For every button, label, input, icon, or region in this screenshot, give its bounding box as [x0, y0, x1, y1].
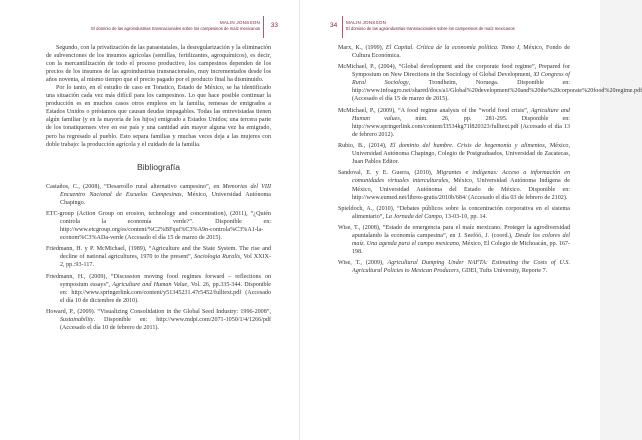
reference-list [338, 44, 642, 276]
header-title: El dominio de las agroindustrias transnacionales sobre los campesinos de maíz mexicanos [346, 26, 515, 31]
reference-item: ETC-group (Action Group on erosion, technology and concentration), (2011), “¿Quién controla la economía verde?”. Disponible en: http://www.etcgroup.org/es/content/%C2%BFqui%C3%A9n-controla%C3%A1-la-econom%C3%ADa-verde (Accesado el día 15 de marzo de 2015). [46, 210, 271, 242]
header-title: El dominio de las agroindustrias transnacionales sobre los campesinos de maíz mexicanos [91, 26, 260, 31]
reference-list [46, 183, 271, 333]
running-header [346, 20, 515, 31]
reference-item: Howard, P., (2009). “Visualizing Consolidation in the Global Seed Industry: 1996-2008”, Sustainability. Disponible en: http://www.mdpi.com/2071-1050/1/4/1266/pdf (Accesado el día 10 de febrero de 2011). [46, 309, 271, 332]
left-body [46, 44, 271, 335]
paragraph: Segundo, con la privatización de las paraestatales, la desregularización y la eliminación de subvenciones de los insumos agrícolas (semillas, fertilizantes, agroquímicos), es decir, con la mercantilización de todo el proceso productivo, los campesinos dependen de los precios de los insumos de las agroindustrias transnacionales, muy incrementados desde los años noventa, al mismo tiempo que el precio pagado por el producto final ha disminuido. [46, 45, 271, 84]
header-author: MALIN JONSSON [346, 20, 387, 25]
reference-item: Marx, K., (1999), El Capital. Crítica de la economía política. Tomo I, México, Fondo de Cultura Económica. [338, 45, 571, 60]
bibliography-heading: Bibliografía [137, 161, 180, 172]
paragraph: Por lo tanto, en el estudio de caso en Tonatico, Estado de México, se ha identificado una situación cada vez más difícil para los campesinos. Lo que hace posible continuar la producción es en muchos casos otros empleos en la familia, remesas de emigrados a Estados Unidos o préstamos que causan deudas impagables. Todas las entrevistadas tienen algún familiar (y en la mayoría de los hijos) emigrado a Estados Unidos; una tercera parte de los tonatiquenses vive en ese país y una cantidad aún mayor alguna vez ha emigrado, pero ha regresado al pueblo. Esto separa familias y muchas veces deja a las mujeres con doble trabajo: la producción agrícola y el cuidado de la familia. [46, 85, 271, 148]
header-divider [342, 16, 343, 38]
reference-item: McMichael, P., (2004), “Global development and the corporate food regime”, Prepared for Symposium on New Directions in the Sociology of Global Development, XI Congress of Rural Sociology, Trondheim, Noruega. Disponible en: http://www.infoagro.net/shared/docs/a1/Global%20development%20and%20the%20corporate%20food%20regime.pdf (Accesado el día 15 de marzo de 2015). [338, 64, 642, 103]
reference-item: Wise, T., (2008), “Estado de emergencia para el maíz mexicano. Proteger la agrodiversidad apuntalando la economía campesina”, en J. Seefóó, J. (coord.), Desde los colores del maíz. Una agenda para el campo mexicano, México, El Colegio de Michoacán, pp. 167-198. [338, 225, 570, 256]
running-header [91, 20, 260, 31]
header-divider [263, 16, 264, 38]
reference-item: McMichael, P., (2009), “A food regime analysis of the “world food crisis”, Agriculture and Human values, núm. 26, pp. 281-295. Disponible en: http://www.springerlink.com/content/l3534kg71l820323/fulltext.pdf (Accesado el día 13 de febrero 2012). [338, 107, 570, 138]
right-page [300, 0, 642, 440]
header-author: MALIN JONSSON [219, 20, 260, 25]
right-body [338, 44, 642, 279]
reference-item: Friedmann, H. y P. McMichael, (1989), “Agriculture and the State System. The rise and decline of national agricultures, 1970 to the present”, Sociologia Ruralis, Vol XXIX-2, pp.:93-117. [46, 246, 271, 269]
reference-item: Wise, T., (2009), Agricultural Dumping Under NAFTA: Estimating the Costs of U.S. Agricultural Policies to Mexican Producers, GDEI, Tufts University, Reporte 7. [338, 260, 570, 275]
reference-item: Sandoval, E. y E. Guerra, (2010), Migrantes e indígenas: Acceso a información en comunidades virtuales interculturales, México, Universidad Autónoma Indígena de México, Universidad Autónoma del Estado de México. Disponible en: http://www.eumed.net/libros-gratis/2010b/684/ (Accesado el día 03 de febrero de 2102). [338, 170, 571, 201]
page-number: 33 [270, 22, 278, 29]
reference-item: Castaños, C., (2008), “Desarrollo rural alternativo campesino”, en Memorias del VIII Encuentro Nacional de Escuelas Campesinas, México, Universidad Autónoma Chapingo. [46, 183, 272, 206]
reference-item: Rubio, B., (2014), El dominio del hambre. Crisis de hegemonía y alimentos, México, Universidad Autónoma Chapingo, Colegio de Postgraduados, Universidad de Zacatecas, Juan Pablos Editor. [338, 143, 570, 166]
reference-item: Friedmann, H., (2009), “Discussion moving food regimes forward – reflections on symposium essays”, Agriculture and Human Value, Vol. 26, pp.335-344. Disponible en: http://www.springerlink.com/content/y51345231.47r5452/fulltext.pdf (Accesado el día 10 de diciembre de 2010). [46, 273, 272, 304]
left-page [0, 0, 300, 440]
page-number: 34 [330, 22, 338, 29]
reference-item: Spieldoch, A., (2010), “Debates públicos sobre la concentración corporativa en el sistema alimentario”, La Jornada del Campo, 13-03-10, pp. 14. [338, 205, 570, 220]
